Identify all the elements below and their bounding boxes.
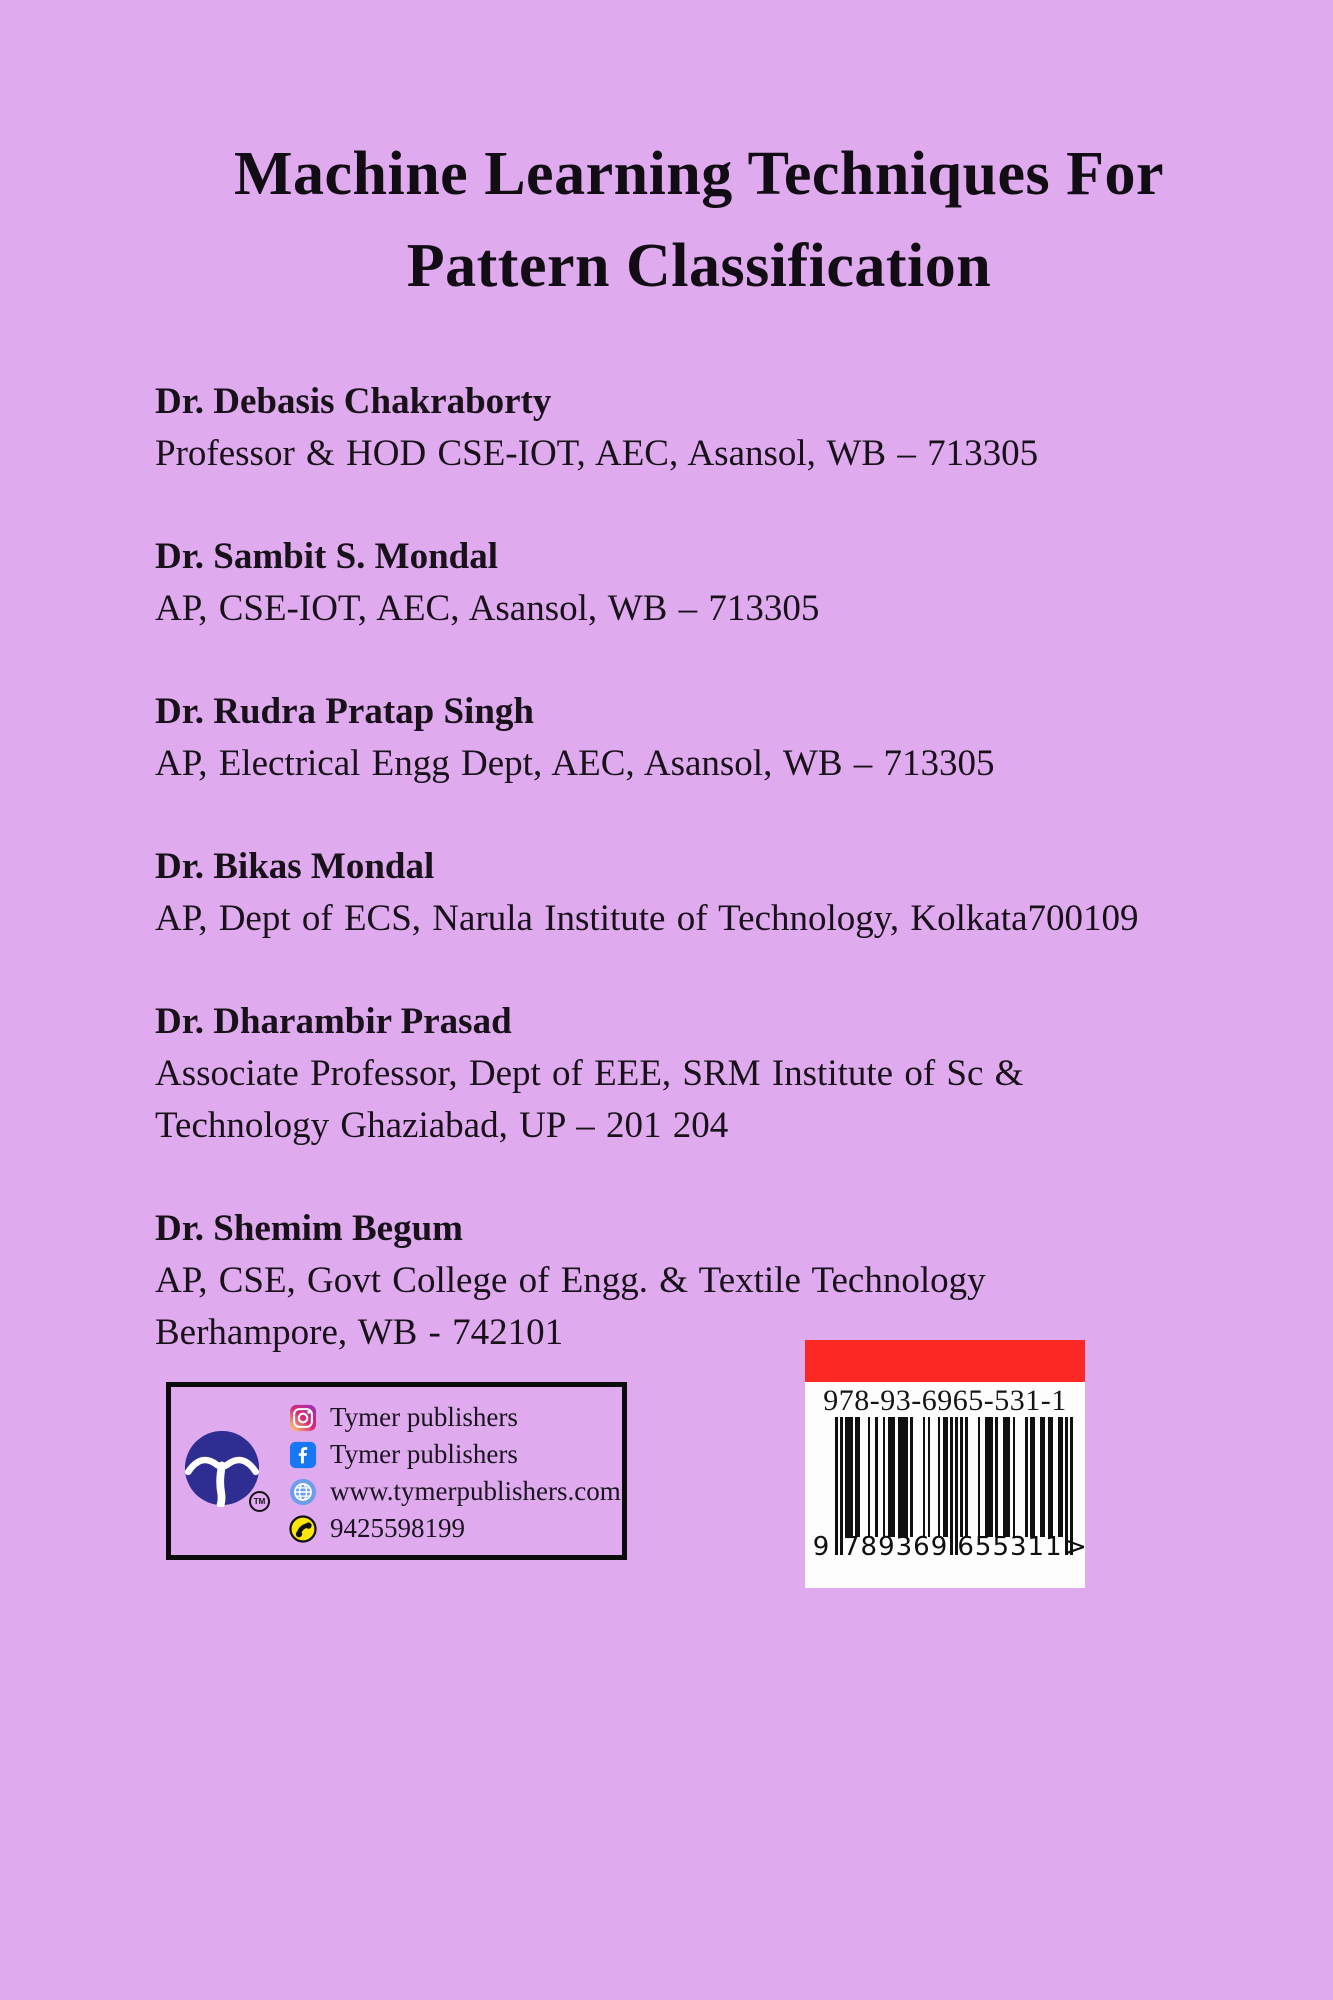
- phone-icon: [289, 1515, 317, 1543]
- publisher-logo: [183, 1429, 261, 1507]
- book-title-line1: Machine Learning Techniques For: [233, 140, 1165, 208]
- author-affiliation: AP, Electrical Engg Dept, AEC, Asansol, WB – 713305: [155, 743, 995, 784]
- publisher-phone-row: [289, 1515, 621, 1543]
- barcode-trail-char: >: [1065, 1532, 1087, 1562]
- author-affiliation: AP, Dept of ECS, Narula Institute of Technology, Kolkata700109: [155, 898, 1139, 939]
- barcode-right-digits: 655311: [957, 1532, 1063, 1562]
- author-name: Dr. Shemim Begum: [155, 1208, 463, 1249]
- publisher-box: [166, 1382, 627, 1560]
- trademark-badge: TM: [249, 1491, 270, 1512]
- author-block: [155, 1203, 1243, 1359]
- globe-icon: [289, 1478, 317, 1506]
- book-title: [155, 128, 1243, 312]
- author-affiliation: Technology Ghaziabad, UP – 201 204: [155, 1105, 729, 1146]
- author-block: [155, 841, 1243, 945]
- author-block: [155, 531, 1243, 635]
- author-block: [155, 996, 1243, 1152]
- author-affiliation: AP, CSE-IOT, AEC, Asansol, WB – 713305: [155, 588, 820, 629]
- author-name: Dr. Rudra Pratap Singh: [155, 691, 534, 732]
- author-affiliation: Professor & HOD CSE-IOT, AEC, Asansol, WB – 713305: [155, 433, 1039, 474]
- instagram-icon: [289, 1404, 317, 1432]
- barcode-left-digits: 789369: [843, 1532, 949, 1562]
- barcode-red-band: [805, 1340, 1085, 1382]
- publisher-website-row: [289, 1478, 621, 1506]
- author-affiliation: AP, CSE, Govt College of Engg. & Textile Technology: [155, 1260, 986, 1301]
- instagram-handle: Tymer publishers: [330, 1402, 518, 1432]
- facebook-handle: Tymer publishers: [330, 1439, 518, 1469]
- author-affiliation: Berhampore, WB - 742101: [155, 1312, 564, 1353]
- facebook-icon: [289, 1441, 317, 1469]
- phone-number: 9425598199: [330, 1513, 465, 1543]
- isbn-text: 978-93-6965-531-1: [823, 1384, 1067, 1417]
- author-block: [155, 376, 1243, 480]
- publisher-contact-rows: [289, 1391, 621, 1555]
- author-affiliation: Associate Professor, Dept of EEE, SRM Institute of Sc &: [155, 1053, 1024, 1094]
- publisher-instagram-row: [289, 1404, 621, 1432]
- barcode-lead-digit: 9: [812, 1532, 830, 1562]
- author-name: Dr. Dharambir Prasad: [155, 1001, 512, 1042]
- author-name: Dr. Sambit S. Mondal: [155, 536, 499, 577]
- author-name: Dr. Debasis Chakraborty: [155, 381, 552, 422]
- authors-list: [155, 376, 1243, 1359]
- publisher-facebook-row: [289, 1441, 621, 1469]
- author-name: Dr. Bikas Mondal: [155, 846, 435, 887]
- website-url: www.tymerpublishers.com: [330, 1476, 621, 1506]
- isbn-barcode: [805, 1340, 1085, 1588]
- author-block: [155, 686, 1243, 790]
- book-title-line2: Pattern Classification: [406, 232, 992, 300]
